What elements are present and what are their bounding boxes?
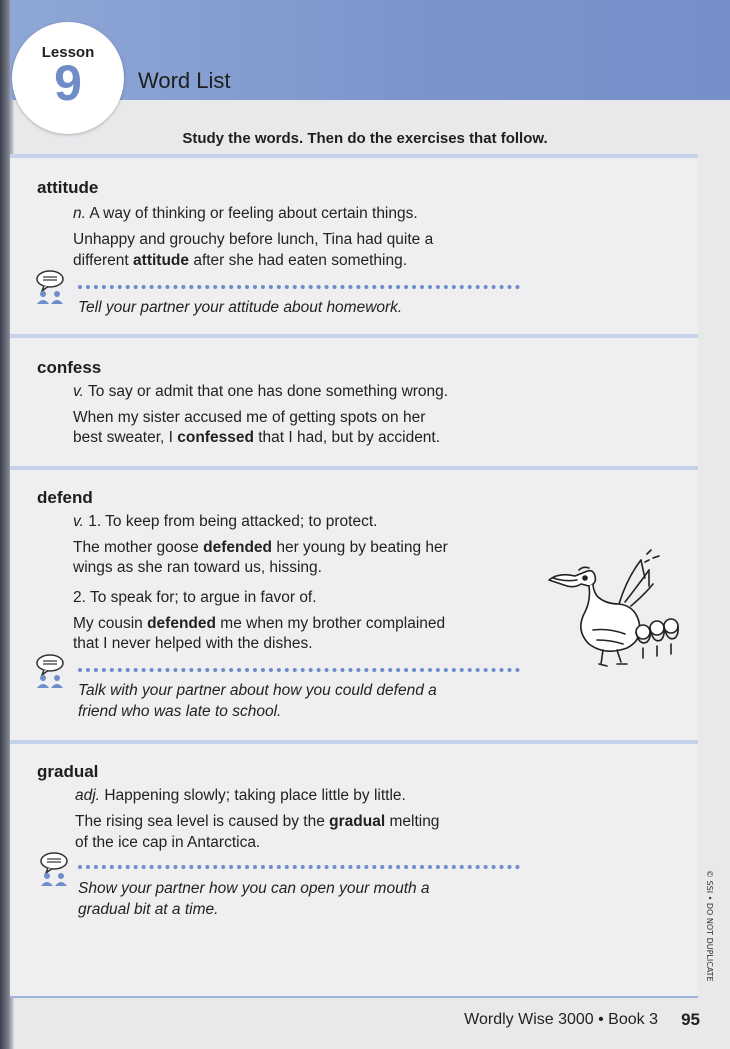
definition-text: Happening slowly; taking place little by little. bbox=[104, 787, 406, 804]
example-line: of the ice cap in Antarctica. bbox=[75, 834, 261, 851]
part-of-speech: n. bbox=[73, 205, 86, 222]
vocab-highlight: defended bbox=[203, 539, 273, 556]
entry-word: gradual bbox=[37, 762, 99, 781]
example-text: The mother goose bbox=[73, 539, 204, 556]
example-line: wings as she ran toward us, hissing. bbox=[73, 559, 322, 576]
example-line bbox=[73, 539, 448, 557]
example-text: after she had eaten something. bbox=[189, 252, 408, 269]
entry-definition bbox=[73, 205, 418, 223]
entry-word: defend bbox=[37, 488, 93, 507]
vocab-highlight: attitude bbox=[133, 252, 190, 269]
part-of-speech: v. bbox=[73, 513, 84, 530]
vocab-highlight: confessed bbox=[177, 429, 254, 446]
example-text: melting bbox=[385, 813, 440, 830]
footer-divider bbox=[10, 996, 698, 998]
dotted-divider bbox=[78, 865, 520, 869]
talk-with-partner-icon bbox=[32, 654, 68, 690]
lesson-label: Lesson bbox=[41, 44, 95, 61]
example-line: When my sister accused me of getting spots on her bbox=[73, 409, 426, 426]
partner-prompt: friend who was late to school. bbox=[78, 703, 282, 720]
talk-with-partner-icon bbox=[32, 270, 68, 306]
example-line bbox=[73, 429, 440, 447]
partner-prompt: Talk with your partner about how you could defend a bbox=[78, 682, 437, 699]
goose-illustration bbox=[545, 548, 687, 670]
copyright-note: © SSI • DO NOT DUPLICATE bbox=[705, 870, 714, 982]
part-of-speech: adj. bbox=[75, 787, 100, 804]
definition-text: To say or admit that one has done something wrong. bbox=[87, 383, 449, 400]
example-text: My cousin bbox=[73, 615, 148, 632]
page-title: Word List bbox=[138, 68, 231, 93]
example-text: best sweater, I bbox=[73, 429, 178, 446]
example-text: her young by beating her bbox=[272, 539, 448, 556]
vocab-highlight: gradual bbox=[329, 813, 386, 830]
talk-with-partner-icon bbox=[36, 852, 72, 888]
entry-confess bbox=[10, 334, 698, 466]
example-line bbox=[73, 252, 407, 270]
example-text: The rising sea level is caused by the bbox=[75, 813, 330, 830]
entry-definition bbox=[73, 513, 377, 531]
partner-prompt: Show your partner how you can open your mouth a bbox=[78, 880, 430, 897]
example-text: that I had, but by accident. bbox=[253, 429, 441, 446]
entry-word: attitude bbox=[37, 178, 99, 197]
example-text: me when my brother complained bbox=[216, 615, 446, 632]
dotted-divider bbox=[78, 668, 520, 672]
page-number: 95 bbox=[681, 1010, 700, 1029]
footer-book-title: Wordly Wise 3000 • Book 3 bbox=[464, 1011, 658, 1028]
entry-definition bbox=[75, 787, 406, 805]
entry-gradual bbox=[10, 740, 698, 996]
definition-text: A way of thinking or feeling about certain things. bbox=[89, 205, 418, 222]
partner-prompt: Tell your partner your attitude about homework. bbox=[78, 299, 403, 316]
example-line bbox=[73, 615, 445, 633]
entry-attitude bbox=[10, 154, 698, 334]
part-of-speech: v. bbox=[73, 383, 84, 400]
instructions: Study the words. Then do the exercises that follow. bbox=[182, 130, 548, 147]
example-line: that I never helped with the dishes. bbox=[73, 635, 313, 652]
dotted-divider bbox=[78, 285, 520, 289]
vocab-highlight: defended bbox=[147, 615, 216, 632]
example-line: Unhappy and grouchy before lunch, Tina had quite a bbox=[73, 231, 434, 248]
partner-prompt: gradual bit at a time. bbox=[78, 901, 219, 918]
entry-word: confess bbox=[37, 358, 102, 377]
lesson-number: 9 bbox=[54, 55, 82, 111]
entry-definition: 2. To speak for; to argue in favor of. bbox=[73, 589, 317, 606]
example-text: different bbox=[73, 252, 134, 269]
lesson-badge bbox=[12, 22, 124, 134]
definition-text: 1. To keep from being attacked; to protect. bbox=[88, 513, 378, 530]
entry-definition bbox=[73, 383, 448, 401]
example-line bbox=[75, 813, 439, 831]
